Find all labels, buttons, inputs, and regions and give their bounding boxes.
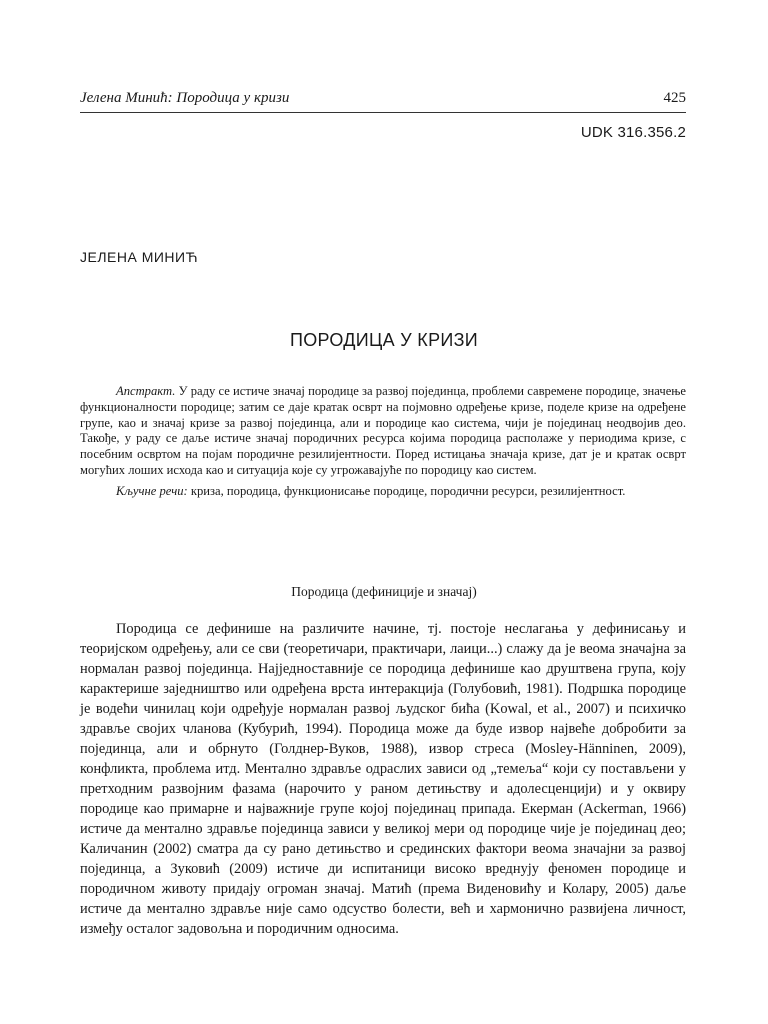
running-title: Јелена Минић: Породица у кризи (80, 90, 290, 106)
body-text (80, 619, 686, 939)
author-name: ЈЕЛЕНА МИНИЋ (80, 249, 199, 265)
header-rule (80, 112, 686, 113)
article-title: ПОРОДИЦА У КРИЗИ (289, 330, 479, 350)
abstract-paragraph (80, 384, 686, 479)
section-heading: Породица (дефиниције и значај) (291, 584, 477, 599)
keywords-label: Кључне речи: (116, 483, 188, 498)
body-paragraph: Породица се дефинише на различите начине, тј. постоје неслагања у дефинисању и теоријском одређењу, али се сви (теоретичари, практичари, лаици...) слажу да је веома значајна за нормалан развој појединца. Најједноставније се породица дефинише као друштвена група, коју карактерише заједништво или одређена врста интеракција (Голубовић, 1981). Подршка породице је водећи чинилац који одређује нормалан развој људског бића (Kowal, et al., 2007) и психичко здравље својих чланова (Кубурић, 1994). Породица може да буде извор највеће добробити за појединца, али и обрнуто (Голднер-Вуков, 1988), извор стреса (Mosley-Hänninen, 2009), конфликта, проблема итд. Ментално здравље одраслих зависи од „темеља“ који су постављени у претходним развојним фазама (нарочито у раном детињству и адолесценцији) и у оквиру породице као примарне и најважније групе којој појединац припада. Екерман (Ackerman, 1966) истиче да ментално здравље појединца зависи у великој мери од породице чије је појединац део; Каличанин (2002) сматра да су рано детињство и срединских фактори веома значајни за развој појединца, а Зуковић (2009) истиче ди испитаници високо вреднују феномен породице и породичном животу придају огроман значај. Матић (према Виденовићу и Колару, 2005) даље истиче да ментално здравље није само одсуство болести, већ и хармонично развијена личност, између осталог задовољна и породичним односима. (80, 621, 686, 937)
abstract-block (80, 384, 686, 500)
page-number: 425 (663, 90, 686, 106)
abstract-text: У раду се истиче значај породице за развој појединца, проблеми савремене породице, значење функционалности породице; затим се даје кратак осврт на појмовно одређење кризе, поделе кризе на одређене групе, као и значај кризе за развој појединца, али и породице као система, чији је појединац неодвојив део. Такође, у раду се даље истиче значај породичних ресурса којима породица располаже у периодима кризе, с посебним освртом на појам породичне резилијентности. Поред истицања значаја кризе, дат је и кратак осврт могућих лоших исхода као и ситуација које су угрожавајуће по породицу као систем. (80, 384, 686, 477)
running-head (80, 90, 686, 107)
udk-code: UDK 316.356.2 (580, 124, 686, 141)
keywords-paragraph (80, 484, 686, 500)
keywords-text: криза, породица, функционисање породице, породични ресурси, резилијентност. (190, 483, 626, 498)
abstract-label: Апстракт. (116, 384, 176, 398)
